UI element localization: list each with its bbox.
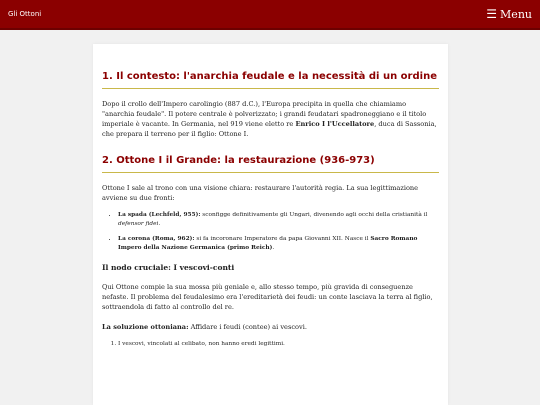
menu-icon: ☰: [486, 7, 498, 21]
top-bar: [0, 0, 540, 30]
section-1-paragraph: Dopo il crollo dell'Impero carolingio (887 d.C.), l'Europa precipita in quella che chiamiamo "anarchia feudale". Il potere centrale è polverizzato; i grandi feudatari spadroneggiano e il titolo imperiale è vacante. In Germania, nel 919 viene eletto re Enrico I l'Uccellatore, duca di Sassonia, che prepara il terreno per il figlio: Ottone I.: [102, 100, 437, 138]
vescovi-paragraph: Qui Ottone compie la sua mossa più geniale e, allo stesso tempo, più gravida di conseguenze nefaste. Il problema del feudalesimo era l'ereditarietà dei feudi: un conte lasciava la terra al figlio, sottraendola di fatto al controllo del re.: [102, 283, 433, 311]
article-card: [93, 44, 448, 405]
section-1-heading: 1. Il contesto: l'anarchia feudale e la necessità di un ordine: [102, 71, 439, 89]
section-2-intro: Ottone I sale al trono con una visione chiara: restaurare l'autorità regia. La sua legittimazione avviene su due fronti:: [102, 184, 419, 202]
list-item: • La corona (Roma, 962): si fa incoronare Imperatore da papa Giovanni XII. Nasce il Sacro Romano Impero della Nazione Germanica (primo Reich).: [118, 235, 439, 253]
site-brand[interactable]: Gli Ottoni: [8, 10, 42, 18]
section-2-heading: 2. Ottone I il Grande: la restaurazione (936-973): [102, 155, 439, 173]
solution-paragraph: La soluzione ottoniana: Affidare i feudi (contee) ai vescovi.: [102, 323, 307, 331]
menu-button[interactable]: [486, 7, 532, 21]
list-item: • La spada (Lechfeld, 955): sconfigge definitivamente gli Ungari, divenendo agli occhi della cristianità il defensor fidei.: [118, 211, 439, 229]
legitimation-list: [102, 211, 439, 253]
solution-list: [102, 340, 439, 349]
subheading-vescovi-conti: Il nodo cruciale: I vescovi-conti: [102, 263, 235, 272]
list-item: 1. I vescovi, vincolati al celibato, non hanno eredi legittimi.: [118, 340, 439, 349]
menu-label: Menu: [500, 7, 532, 21]
